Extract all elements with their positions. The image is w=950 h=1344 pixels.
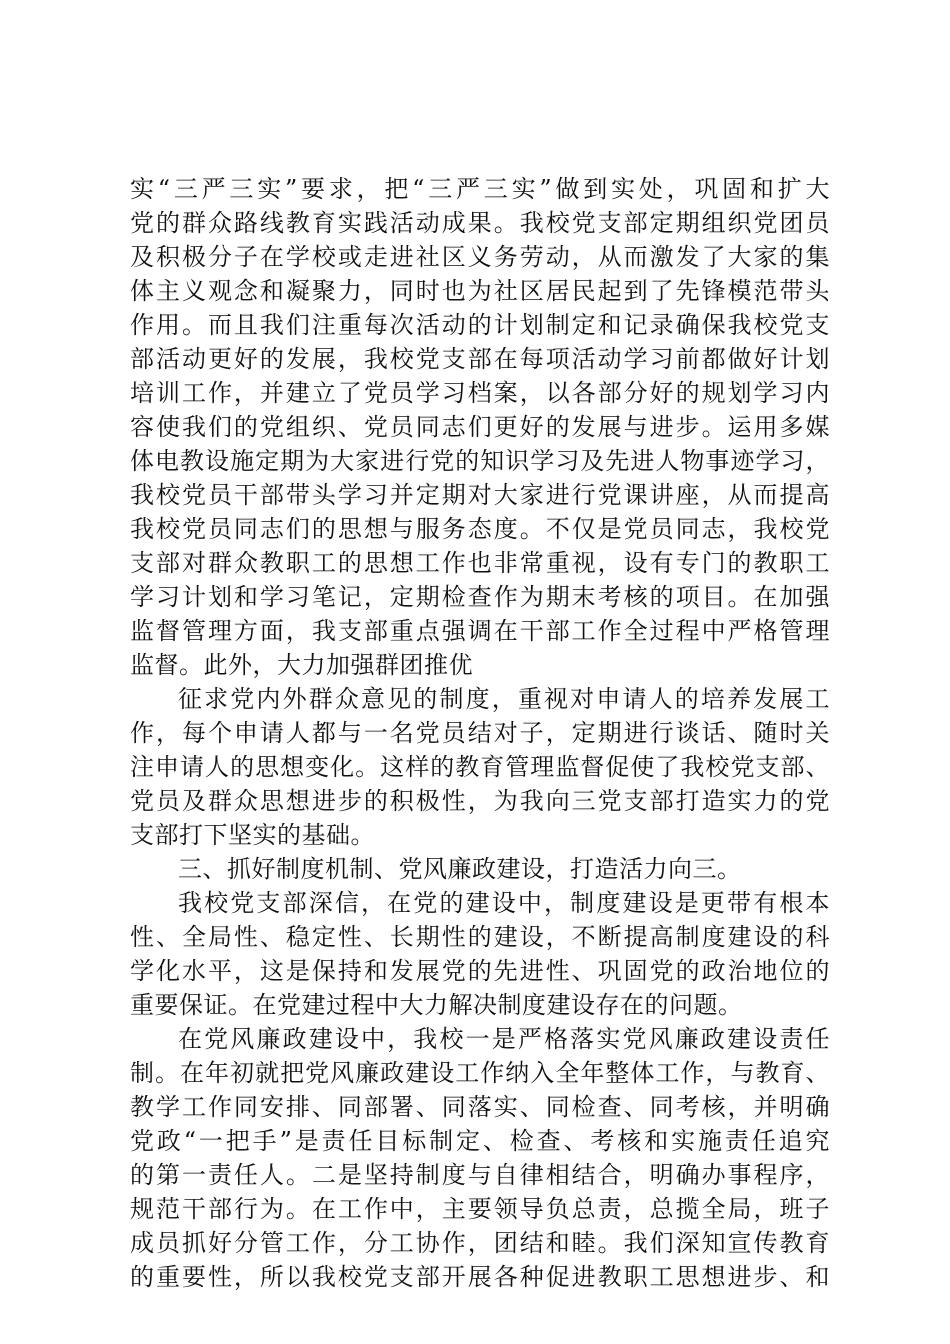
text-line: 党的群众路线教育实践活动成果。我校党支部定期组织党团员 xyxy=(130,209,830,237)
text-line: 支部对群众教职工的思想工作也非常重视，设有专门的教职工 xyxy=(130,549,830,577)
text-line: 重要保证。在党建过程中大力解决制度建设存在的问题。 xyxy=(130,991,743,1019)
text-line: 党政“一把手”是责任目标制定、检查、考核和实施责任追究 xyxy=(130,1127,830,1155)
text-line: 作用。而且我们注重每次活动的计划制定和记录确保我校党支 xyxy=(130,311,830,339)
text-line: 体电教设施定期为大家进行党的知识学习及先进人物事迹学习， xyxy=(130,447,830,475)
text-line: 容使我们的党组织、党员同志们更好的发展与进步。运用多媒 xyxy=(130,413,830,441)
text-line: 我校党员同志们的思想与服务态度。不仅是党员同志，我校党 xyxy=(130,515,830,543)
paragraph-first-line: 征求党内外群众意见的制度，重视对申请人的培养发展工 xyxy=(178,685,830,713)
text-line: 成员抓好分管工作，分工协作，团结和睦。我们深知宣传教育 xyxy=(130,1229,830,1257)
text-line: 的第一责任人。二是坚持制度与自律相结合，明确办事程序， xyxy=(130,1161,830,1189)
text-line: 部活动更好的发展，我校党支部在每项活动学习前都做好计划 xyxy=(130,345,830,373)
text-line: 体主义观念和凝聚力，同时也为社区居民起到了先锋模范带头 xyxy=(130,277,830,305)
text-line: 学习计划和学习笔记，定期检查作为期末考核的项目。在加强 xyxy=(130,583,830,611)
text-line: 及积极分子在学校或走进社区义务劳动，从而激发了大家的集 xyxy=(130,243,830,271)
text-line: 我校党员干部带头学习并定期对大家进行党课讲座，从而提高 xyxy=(130,481,830,509)
text-line: 制。在年初就把党风廉政建设工作纳入全年整体工作，与教育、 xyxy=(130,1059,830,1087)
text-line: 学化水平，这是保持和发展党的先进性、巩固党的政治地位的 xyxy=(130,957,830,985)
document-body xyxy=(130,172,830,1294)
text-line: 培训工作，并建立了党员学习档案，以各部分好的规划学习内 xyxy=(130,379,830,407)
paragraph-first-line: 我校党支部深信，在党的建设中，制度建设是更带有根本 xyxy=(178,889,830,917)
text-line: 教学工作同安排、同部署、同落实、同检查、同考核，并明确 xyxy=(130,1093,830,1121)
text-line: 党员及群众思想进步的积极性，为我向三党支部打造实力的党 xyxy=(130,787,830,815)
text-line: 性、全局性、稳定性、长期性的建设，不断提高制度建设的科 xyxy=(130,923,830,951)
text-line: 的重要性，所以我校党支部开展各种促进教职工思想进步、和 xyxy=(130,1263,830,1291)
text-line: 作，每个申请人都与一名党员结对子，定期进行谈话、随时关 xyxy=(130,719,830,747)
section-heading: 三、抓好制度机制、党风廉政建设，打造活力向三。 xyxy=(178,855,742,883)
text-line: 支部打下坚实的基础。 xyxy=(130,821,375,849)
text-line: 实“三严三实”要求，把“三严三实”做到实处，巩固和扩大 xyxy=(130,175,830,203)
text-line: 注申请人的思想变化。这样的教育管理监督促使了我校党支部、 xyxy=(130,753,830,781)
text-line: 监督管理方面，我支部重点强调在干部工作全过程中严格管理 xyxy=(130,617,830,645)
text-line: 规范干部行为。在工作中，主要领导负总责，总揽全局，班子 xyxy=(130,1195,830,1223)
text-line: 监督。此外，大力加强群团推优 xyxy=(130,651,473,679)
paragraph-first-line: 在党风廉政建设中，我校一是严格落实党风廉政建设责任 xyxy=(178,1025,830,1053)
